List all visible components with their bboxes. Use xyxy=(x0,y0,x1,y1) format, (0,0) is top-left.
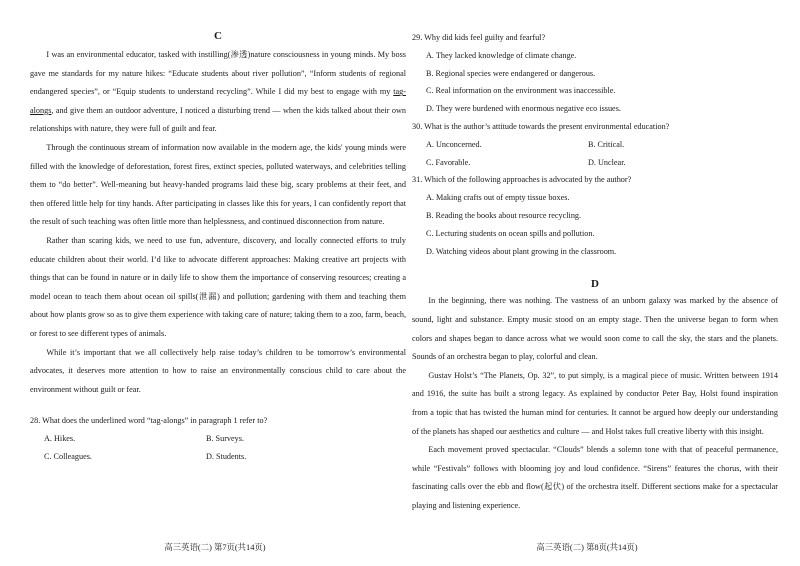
q30-option-b: B. Critical. xyxy=(588,139,625,149)
q31-option-d: D. Watching videos about plant growing in the classroom. xyxy=(426,246,617,256)
q30-option-a: A. Unconcerned. xyxy=(426,139,482,149)
question-31-options xyxy=(412,189,778,260)
question-29-stem: 29. Why did kids feel guilty and fearful? xyxy=(412,33,546,42)
q31-option-c: C. Lecturing students on ocean spills and pollution. xyxy=(426,228,595,238)
q31-option-b: B. Reading the books about resource recycling. xyxy=(426,210,582,220)
question-28-stem: 28. What does the underlined word “tag-alongs” in paragraph 1 refer to? xyxy=(30,416,268,426)
right-page xyxy=(412,0,778,515)
section-c-title: C xyxy=(214,30,222,42)
q31-option-a: A. Making crafts out of empty tissue boxes. xyxy=(426,193,570,203)
q30-option-c: C. Favorable. xyxy=(426,157,471,167)
paragraph-1-text-end: , and give them an outdoor adventure, I noticed a disturbing trend — when the kids talked about their own relationships with nature, they were full of guilt and fear. xyxy=(30,105,406,134)
question-31-stem: 31. Which of the following approaches is advocated by the author? xyxy=(412,175,632,185)
q30-option-d: D. Unclear. xyxy=(588,157,626,167)
page-footer-right: 高三英语(二) 第8页(共14页) xyxy=(536,543,638,552)
q28-option-b: B. Surveys. xyxy=(206,434,244,444)
underlined-word-tag-alongs: tag-alongs xyxy=(30,87,406,115)
left-page xyxy=(30,0,406,466)
passage-c-paragraph-2: Through the continuous stream of information now available in the modern age, the kids' young minds were filled with the knowledge of deforestation, forest fires, extinct species, polluted waterways, and celebrities telling them to “do better”. Well-meaning but heavy-handed programs laid these big, scary problems at their feet, and then offered little help for tiny hands. After participating in classes like this for years, I can confidently report that the result of such teaching was often little more than helplessness, and continued disconnection from nature. xyxy=(30,142,406,227)
page-footer-left: 高三英语(二) 第7页(共14页) xyxy=(164,543,266,552)
q29-option-b: B. Regional species were endangered or dangerous. xyxy=(426,68,596,78)
question-30-options xyxy=(412,136,778,172)
question-28-options xyxy=(30,430,406,466)
q28-option-a: A. Hikes. xyxy=(44,434,76,444)
question-29-options xyxy=(412,47,778,118)
passage-d-paragraph-2: Gustav Holst’s “The Planets, Op. 32”, to put simply, is a magical piece of music. Written between 1914 and 1916, the suite has built a strong legacy. As explained by conductor Peter Bay, Holst found inspiration from a topic that has twisted the human mind for centuries. It cannot be argued how deeply our understanding of the planets has shaped our aesthetics and culture — and Holst takes full creative liberty with this insight. xyxy=(412,370,778,436)
paragraph-1-text-cont: While I did my best to engage with my xyxy=(255,87,394,97)
q29-option-c: C. Real information on the environment was inaccessible. xyxy=(426,86,616,96)
passage-c-paragraph-4: While it’s important that we all collectively help raise today’s children to be tomorrow’s environmental advocates, it deserves more attention to how to raise an environmentally conscious child to care about the environment without guilt or fear. xyxy=(30,347,406,394)
passage-c-paragraph-1 xyxy=(30,46,406,139)
passage-d-paragraph-1: In the beginning, there was nothing. The vastness of an unborn galaxy was marked by the absence of sound, light and substance. Empty music stood on an empty stage. Then the universe began to form when colors and shapes began to dance across what we would soon come to call the sky, the stars and the planets. Sounds of an orchestra began to play, colorful and clean. xyxy=(412,296,778,362)
q29-option-d: D. They were burdened with enormous negative eco issues. xyxy=(426,104,621,114)
q28-option-d: D. Students. xyxy=(206,451,247,461)
passage-c-paragraph-3: Rather than scaring kids, we need to use fun, adventure, discovery, and locally connected efforts to truly educate children about their world. I’d like to advocate different approaches: Making creative art projects with things that can be found in nature or in daily life to show them the importance of conserving resources; creating a model ocean to teach them about ocean oil spills(泄漏) and pollution; gardening with them and teaching them about how plants grow so as to give them experience with taking care of nature; taking them to a zoo, farm, beach, or forest to see different types of animals. xyxy=(30,235,406,338)
section-d-title: D xyxy=(591,278,599,291)
q29-option-a: A. They lacked knowledge of climate change. xyxy=(426,50,577,60)
q28-option-c: C. Colleagues. xyxy=(44,451,92,461)
question-30-stem: 30. What is the author’s attitude towards the present environmental education? xyxy=(412,121,670,131)
paragraph-1-text: I was an environmental educator, tasked with instilling(渗透)nature consciousness in young minds. My boss gave me standards for my nature hikes: “Educate students about river pollution”, “Inform students of regional endangered species”, or “Equip students to understand recycling”. xyxy=(30,50,406,97)
passage-d-paragraph-3: Each movement proved spectacular. “Clouds” blends a solemn tone with that of peaceful permanence, while “Festivals” follows with blooming joy and loud confidence. “Sirens” features the chorus, with their fascinating calls over the ebb and flow(起伏) of the orchestra itself. Different sections make for a spectacular playing and listening experience. xyxy=(412,445,778,510)
